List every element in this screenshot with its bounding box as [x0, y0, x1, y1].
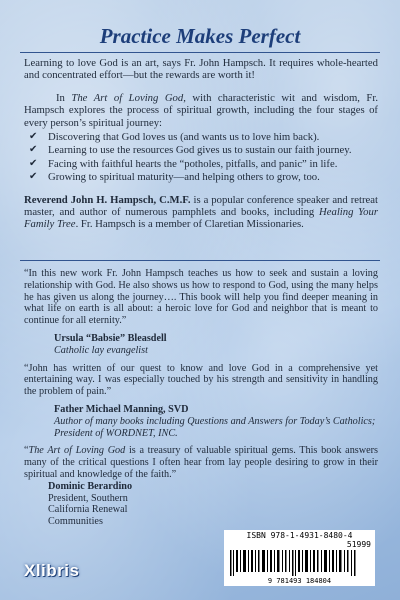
author-name: Reverend John H. Hampsch, C.M.F. [24, 193, 191, 206]
list-item: ✔ Facing with faithful hearts the “potholes, pitfalls, and panic” in life. [29, 157, 338, 170]
ean-number: 9 781493 184804 [267, 577, 332, 585]
list-item: ✔ Discovering that God loves us (and wants us to love him back). [29, 131, 320, 144]
author-bio: Reverend John H. Hampsch, C.M.F. is a popular conference speaker and retreat master, and author of numerous pamphlets and books, including Healing Your Family Tree. Fr. Hampsch is a member of Claretian Missionaries. [24, 193, 378, 231]
check-arrow-icon: ✔ [29, 144, 38, 156]
endorser [54, 333, 378, 357]
quoted-book-title: The Art of Loving God [28, 445, 126, 457]
endorsement-quote: “In this new work Fr. John Hampsch teaches us how to seek and sustain a loving relationship with God. He also shows us how to respond to God, using the many helps he has given us along the journey…. This book will help you find deeper meaning in what life on earth is all about: a heroic love for God and neighbor that is meant to continue for all eternity.” [24, 268, 378, 327]
endorser-role: Catholic lay evangelist [54, 344, 148, 356]
intro-paragraph: Learning to love God is an art, says Fr. John Hampsch. It requires whole-hearted and concentrated effort—but the rewards are worth it! [24, 57, 378, 82]
endorsement-quote: “The Art of Loving God is a treasury of valuable spiritual gems. This book answers many of the critical questions I often hear from lay people desiring to grow in their spiritual and knowledge of the faith.” [24, 445, 378, 480]
description-paragraph: In The Art of Loving God, with characteristic wit and wisdom, Fr. Hampsch explores the process of spiritual growth, including the four stages of every person’s spiritual journey: [24, 91, 378, 129]
description-block [24, 57, 378, 231]
barcode [224, 530, 375, 586]
publisher-logo: Xlibris [24, 561, 80, 580]
barcode-bars [230, 550, 370, 576]
endorser-role: Author of many books including Questions and Answers for Today’s Catholics; President of WORDNET, INC. [54, 415, 376, 439]
check-arrow-icon: ✔ [29, 171, 38, 183]
list-item: ✔ Growing to spiritual maturity—and helping others to grow, too. [29, 171, 320, 184]
list-item: ✔ Learning to use the resources God gives us to sustain our faith journey. [29, 144, 352, 157]
check-arrow-icon: ✔ [29, 157, 38, 169]
check-arrow-icon: ✔ [29, 131, 38, 143]
endorser-name: Dominic Berardino [48, 480, 133, 492]
isbn-label: ISBN 978-1-4931-8480-4 [246, 531, 353, 540]
book-title: The Art of Loving God [71, 91, 184, 104]
endorser [54, 404, 378, 439]
title-divider [20, 52, 380, 53]
price-code: 51999 [346, 540, 371, 549]
endorser: Dominic Berardino President, Southern California Renewal Communities [48, 481, 378, 528]
endorsements [24, 268, 378, 528]
endorser-name: Ursula “Babsie” Bleasdell [54, 332, 167, 344]
endorser-name: Father Michael Manning, SVD [54, 403, 189, 415]
endorsement-quote: “John has written of our quest to know and love God in a comprehensive yet entertaining way. I was especially touched by his strength and sensitivity in handling the problem of pain.” [24, 362, 378, 398]
cover-title: Practice Makes Perfect [99, 24, 301, 48]
stages-list [24, 131, 378, 184]
section-divider [20, 260, 380, 261]
bio-book-title: Healing Your Family Tree [24, 206, 378, 231]
